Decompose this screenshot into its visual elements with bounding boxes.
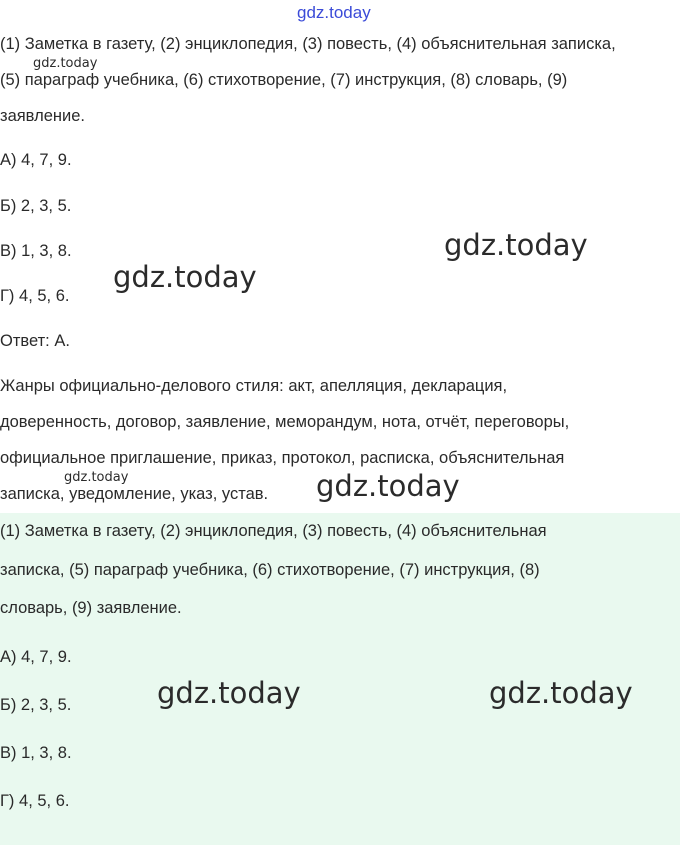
question-line: записка, (5) параграф учебника, (6) стихотворение, (7) инструкция, (8) xyxy=(0,561,540,579)
answer: Ответ: А. xyxy=(0,332,70,350)
explanation-line: Жанры официально-делового стиля: акт, апелляция, декларация, xyxy=(0,377,508,395)
option-b: Б) 2, 3, 5. xyxy=(0,197,72,215)
watermark: gdz.today xyxy=(489,676,633,710)
watermark: gdz.today xyxy=(113,260,257,294)
watermark: gdz.today xyxy=(157,676,301,710)
option-c: В) 1, 3, 8. xyxy=(0,242,72,260)
watermark: gdz.today xyxy=(33,56,98,71)
question-line: (5) параграф учебника, (6) стихотворение, (7) инструкция, (8) словарь, (9) xyxy=(0,71,568,89)
watermark: gdz.today xyxy=(316,469,460,503)
question-line: (1) Заметка в газету, (2) энциклопедия, (3) повесть, (4) объяснительная записка, xyxy=(0,35,616,53)
watermark: gdz.today xyxy=(64,470,129,485)
explanation-line: записка, уведомление, указ, устав. xyxy=(0,485,269,503)
watermark: gdz.today xyxy=(444,228,588,262)
option-a: А) 4, 7, 9. xyxy=(0,648,72,666)
explanation-line: официальное приглашение, приказ, протокол, расписка, объяснительная xyxy=(0,449,565,467)
question-line: словарь, (9) заявление. xyxy=(0,599,182,617)
option-d: Г) 4, 5, 6. xyxy=(0,792,70,810)
option-b: Б) 2, 3, 5. xyxy=(0,696,72,714)
option-c: В) 1, 3, 8. xyxy=(0,744,72,762)
explanation-line: доверенность, договор, заявление, меморандум, нота, отчёт, переговоры, xyxy=(0,413,570,431)
question-line: заявление. xyxy=(0,107,85,125)
option-a: А) 4, 7, 9. xyxy=(0,151,72,169)
site-link[interactable]: gdz.today xyxy=(297,3,371,22)
option-d: Г) 4, 5, 6. xyxy=(0,287,70,305)
question-line: (1) Заметка в газету, (2) энциклопедия, (3) повесть, (4) объяснительная xyxy=(0,522,547,540)
